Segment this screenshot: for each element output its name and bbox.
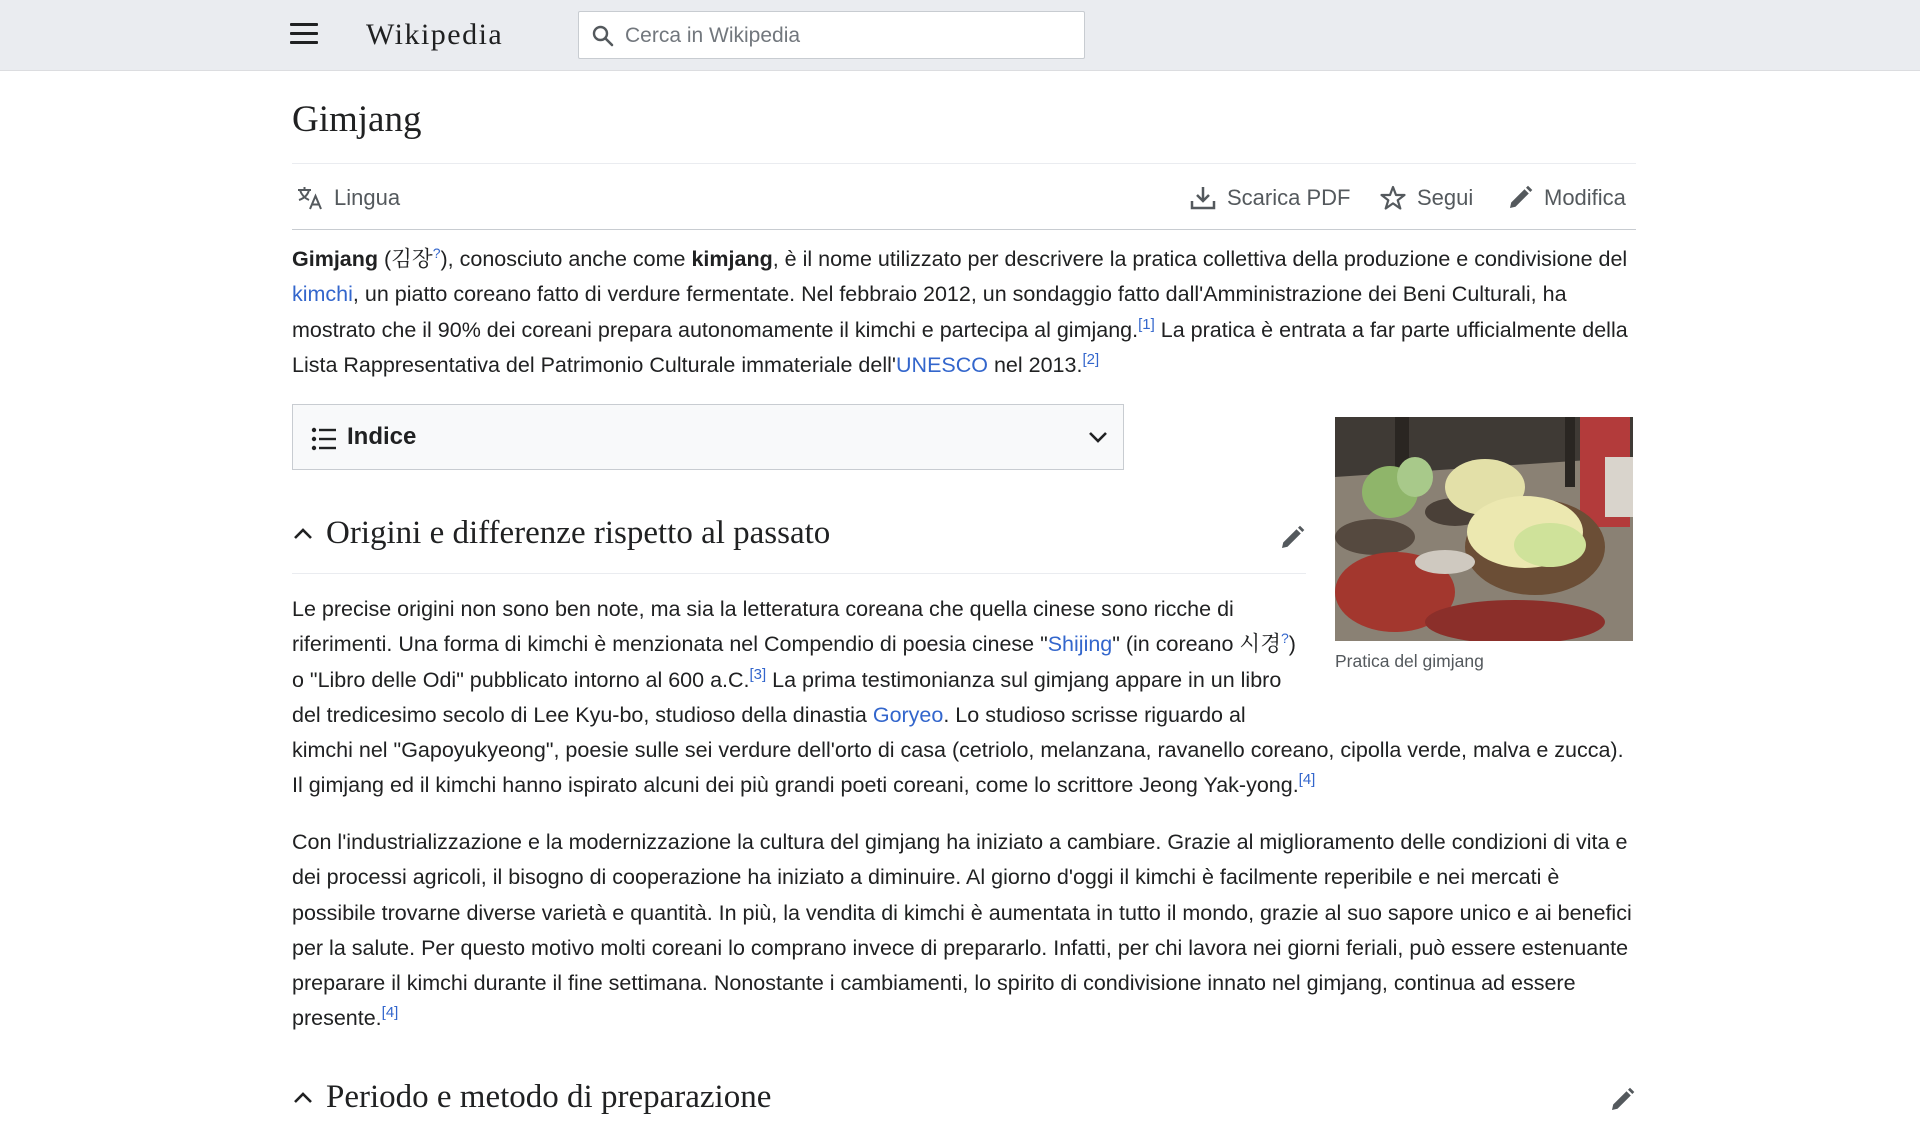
section-divider: [292, 573, 1306, 574]
korean-text: 김장: [391, 247, 433, 271]
modernization-paragraph: [292, 825, 1637, 1037]
download-pdf-button[interactable]: [1189, 181, 1350, 215]
bold-term: Gimjang: [292, 247, 379, 271]
watch-button[interactable]: [1379, 181, 1473, 215]
language-label: Lingua: [334, 185, 401, 210]
section-heading-origins[interactable]: [292, 508, 1308, 558]
section-heading-preparation[interactable]: [292, 1072, 1636, 1122]
float-spacer: [1307, 592, 1637, 698]
bold-alt-term: kimjang: [691, 247, 773, 271]
text: , un piatto coreano fatto di verdure fermentate. Nel febbraio 2012, un sondaggio fatto dall'Amministrazione dei Beni Culturali, ha mostrato che il 90% dei coreani prepara autonomamente il kimchi e partecipa al gimjang.: [292, 282, 1567, 342]
text: , è il nome utilizzato per descrivere la pratica collettiva della produzione e condivisione del: [772, 247, 1628, 271]
text: " (in coreano: [1112, 632, 1240, 657]
text: ), conosciuto anche come: [440, 247, 692, 271]
origins-paragraph: [292, 592, 1637, 804]
section-title: Origini e differenze rispetto al passato: [326, 515, 831, 551]
search-input[interactable]: [623, 12, 1077, 60]
chevron-up-icon[interactable]: [292, 1090, 314, 1106]
reference-link[interactable]: [4]: [381, 1004, 399, 1022]
reference-link[interactable]: [4]: [1298, 771, 1316, 789]
star-icon: [1379, 184, 1407, 212]
toolbar-divider: [292, 229, 1636, 230]
chevron-up-icon[interactable]: [292, 526, 314, 542]
edit-section-pencil-icon[interactable]: [1278, 524, 1306, 552]
language-button[interactable]: [296, 181, 400, 215]
hamburger-menu-icon[interactable]: [290, 23, 318, 47]
reference-link[interactable]: [1]: [1138, 315, 1155, 333]
download-icon: [1189, 184, 1217, 212]
site-header: [0, 0, 1920, 71]
text: ) o "Libro delle Odi" pubblicato intorno al 600 a.C.: [292, 632, 1296, 692]
unesco-link[interactable]: UNESCO: [896, 352, 988, 377]
pronunciation-help-link[interactable]: ?: [432, 244, 441, 261]
text: (: [378, 247, 392, 271]
text: Con l'industrializzazione e la modernizzazione la cultura del gimjang ha iniziato a cambiare. Grazie al miglioramento delle condizioni di vita e dei processi agricoli, il bisogno di cooperazione ha iniziato a diminuire. Al giorno d'oggi il kimchi è facilmente reperibile e nei mercati è possibile trovarne diverse varietà e quantità. In più, la vendita di kimchi è aumentata in tutto il mondo, grazie al suo sapore unico e ai benefici per la salute. Per questo motivo molti coreani lo comprano invece di prepararlo. Infatti, per chi lavora nei giorni feriali, può essere estenuante preparare il kimchi durante il fine settimana. Nonostante i cambiamenti, lo spirito di condivisione innato nel gimjang, continua ad essere presente.: [292, 830, 1632, 1031]
section-title: Periodo e metodo di preparazione: [326, 1079, 772, 1115]
text: La pratica è entrata a far parte ufficialmente della Lista Rappresentativa del Patrimonio Culturale immateriale dell': [292, 317, 1628, 377]
toc-title: Indice: [347, 423, 417, 450]
search-icon: [591, 24, 615, 48]
watch-label: Segui: [1417, 185, 1474, 210]
chevron-down-icon[interactable]: [1087, 429, 1109, 445]
kimchi-link[interactable]: kimchi: [292, 282, 353, 307]
text: Le precise origini non sono ben note, ma sia la letteratura coreana che quella cinese sono ricche di riferimenti. Una forma di kimchi è menzionata nel Compendio di poesia cinese ": [292, 597, 1234, 657]
language-icon: [296, 185, 324, 211]
intro-paragraph: [292, 242, 1637, 383]
list-icon: [311, 427, 337, 451]
shijing-link[interactable]: Shijing: [1047, 632, 1113, 657]
edit-section-pencil-icon[interactable]: [1608, 1086, 1636, 1110]
pronunciation-help-link[interactable]: ?: [1280, 630, 1289, 647]
edit-button[interactable]: [1506, 181, 1626, 215]
text: nel 2013.: [988, 352, 1083, 377]
reference-link[interactable]: [3]: [749, 665, 767, 683]
figure-caption: Pratica del gimjang: [1335, 651, 1484, 671]
goryeo-link[interactable]: Goryeo: [872, 702, 944, 727]
search-box[interactable]: [578, 11, 1085, 59]
korean-text: 시경: [1239, 632, 1281, 657]
table-of-contents[interactable]: [292, 404, 1124, 470]
page-title: Gimjang: [292, 99, 422, 140]
download-pdf-label: Scarica PDF: [1227, 185, 1351, 210]
text: . Lo studioso scrisse riguardo al kimchi nel "Gapoyukyeong", poesie sulle sei verdure dell'orto di casa (cetriolo, melanzana, ravanello coreano, cipolla verde, malva e zucca). Il gimjang ed il kimchi hanno ispirato alcuni dei più grandi poeti coreani, come lo scrittore Jeong Yak-yong.: [292, 702, 1624, 798]
wikipedia-wordmark[interactable]: Wikipedia: [366, 18, 504, 51]
reference-link[interactable]: [2]: [1082, 350, 1100, 368]
edit-label: Modifica: [1544, 185, 1626, 210]
text: La prima testimonianza sul gimjang appare in un libro del tredicesimo secolo di Lee Kyu-bo, studioso della dinastia: [292, 667, 1282, 727]
pencil-icon: [1506, 184, 1534, 212]
title-divider: [292, 163, 1636, 164]
